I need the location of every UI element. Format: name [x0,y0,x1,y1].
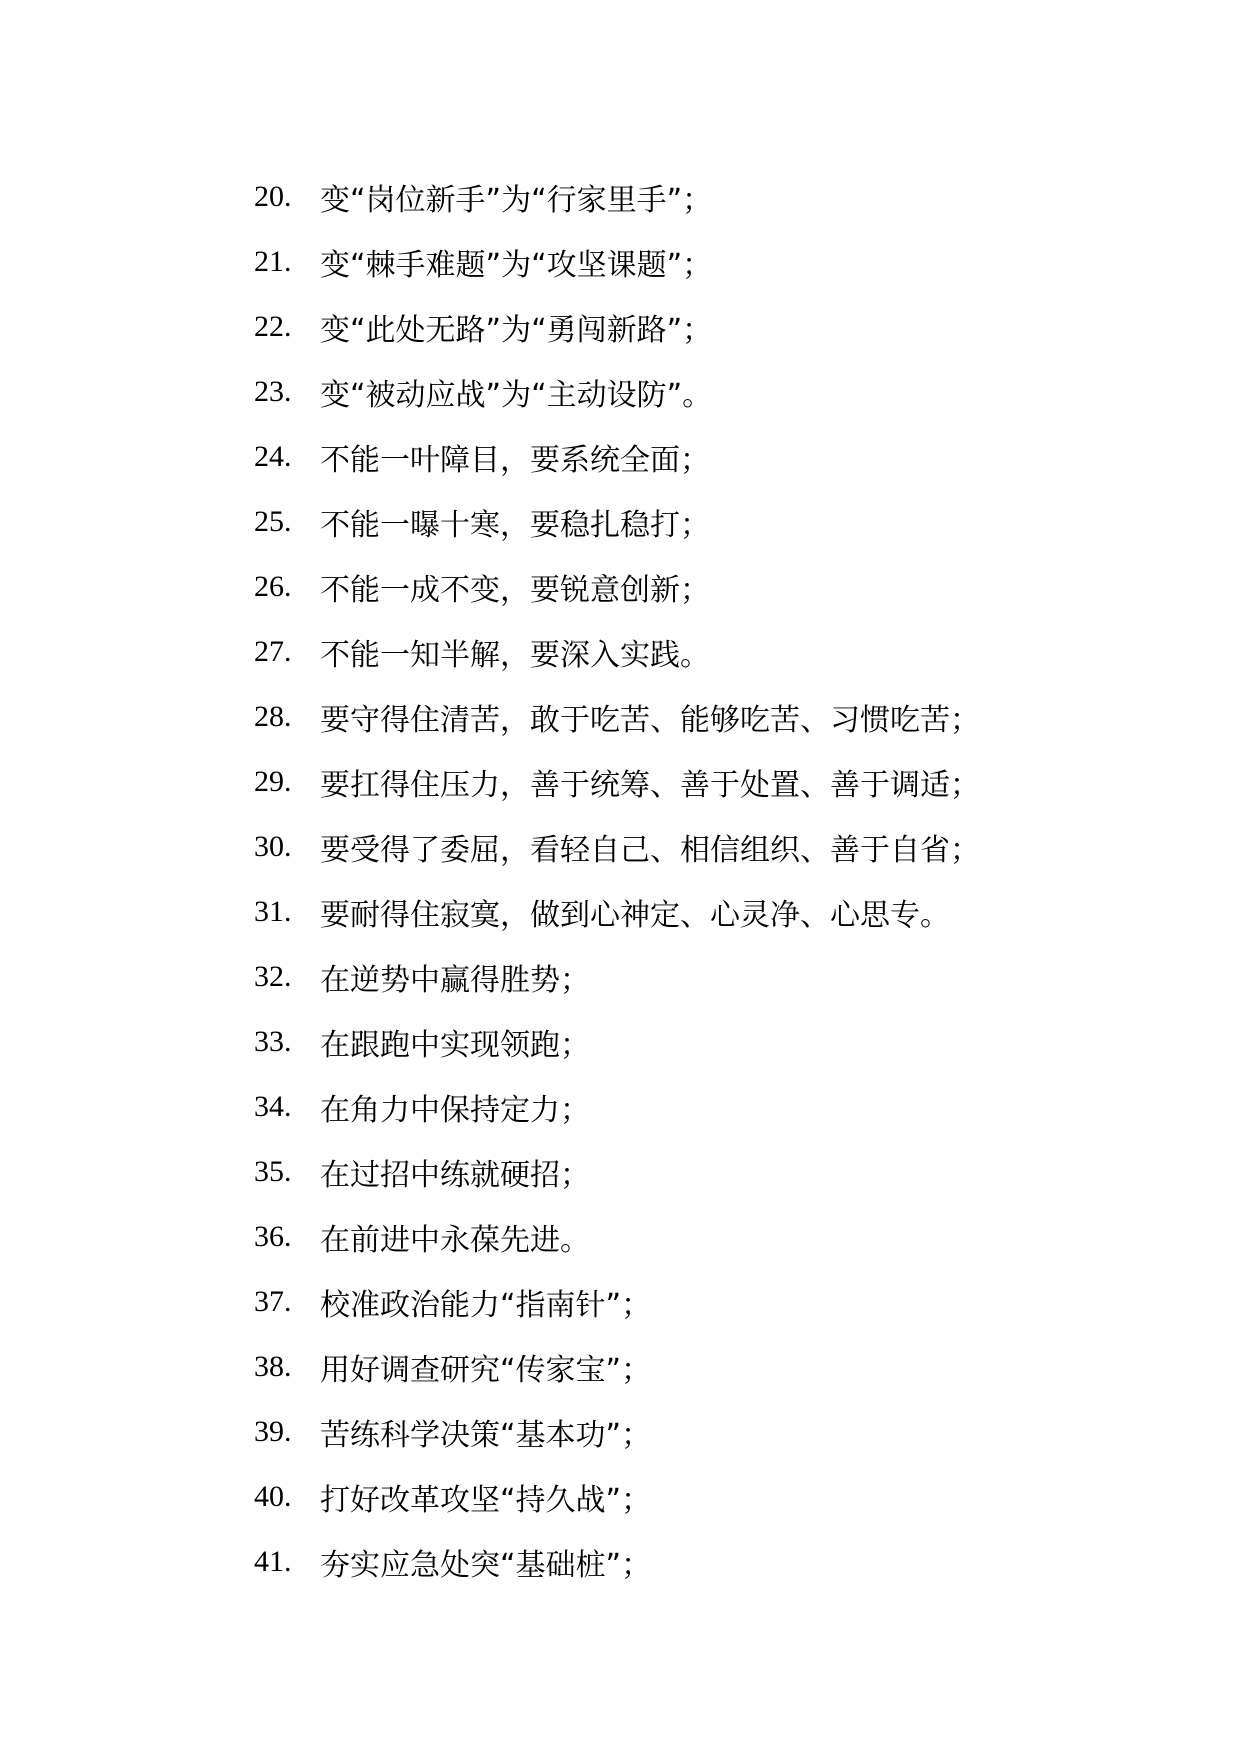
list-item [254,294,980,359]
item-text: 要耐得住寂寞，做到心神定、心灵净、心思专。 [320,897,950,933]
item-number: 29. [254,764,292,798]
item-number: 32. [254,959,292,993]
item-number: 27. [254,634,292,668]
item-number: 21. [254,244,292,278]
item-text: 在前进中永葆先进。 [320,1222,590,1258]
item-text: 要守得住清苦，敢于吃苦、能够吃苦、习惯吃苦； [320,702,980,738]
list-item [254,554,980,619]
item-text: 不能一知半解，要深入实践。 [320,637,710,673]
item-number: 24. [254,439,292,473]
list-item [254,424,980,489]
item-number: 41. [254,1544,292,1578]
item-text: 要受得了委屈，看轻自己、相信组织、善于自省； [320,832,980,868]
list-item [254,1074,980,1139]
item-text: 在逆势中赢得胜势； [320,962,590,998]
list-item [254,1334,980,1399]
item-text: 变“被动应战”为“主动设防”。 [320,377,713,413]
item-text: 苦练科学决策“基本功”； [320,1417,652,1453]
list-item [254,1529,980,1594]
list-item [254,1204,980,1269]
list-item [254,164,980,229]
list-item [254,1464,980,1529]
list-item [254,1009,980,1074]
item-text: 变“岗位新手”为“行家里手”； [320,182,713,218]
item-number: 40. [254,1479,292,1513]
item-text: 不能一曝十寒，要稳扎稳打； [320,507,710,543]
item-text: 在跟跑中实现领跑； [320,1027,590,1063]
item-text: 不能一叶障目，要系统全面； [320,442,710,478]
item-number: 38. [254,1349,292,1383]
list-item [254,489,980,554]
item-number: 36. [254,1219,292,1253]
list-item [254,684,980,749]
item-text: 不能一成不变，要锐意创新； [320,572,710,608]
list-item [254,749,980,814]
list-item [254,1399,980,1464]
item-text: 用好调查研究“传家宝”； [320,1352,652,1388]
list-item [254,879,980,944]
item-number: 35. [254,1154,292,1188]
item-text: 打好改革攻坚“持久战”； [320,1482,652,1518]
list-item [254,359,980,424]
list-item [254,619,980,684]
item-text: 夯实应急处突“基础桩”； [320,1547,652,1583]
list-item [254,1139,980,1204]
list-item [254,944,980,1009]
item-number: 31. [254,894,292,928]
item-number: 30. [254,829,292,863]
item-text: 校准政治能力“指南针”； [320,1287,652,1323]
list-item [254,1269,980,1334]
item-text: 在角力中保持定力； [320,1092,590,1128]
item-number: 25. [254,504,292,538]
item-text: 变“此处无路”为“勇闯新路”； [320,312,713,348]
item-number: 26. [254,569,292,603]
item-number: 37. [254,1284,292,1318]
item-text: 在过招中练就硬招； [320,1157,590,1193]
list-item [254,229,980,294]
item-text: 要扛得住压力，善于统筹、善于处置、善于调适； [320,767,980,803]
item-number: 34. [254,1089,292,1123]
item-number: 20. [254,179,292,213]
item-number: 22. [254,309,292,343]
item-text: 变“棘手难题”为“攻坚课题”； [320,247,713,283]
numbered-list [254,164,980,1594]
item-number: 39. [254,1414,292,1448]
item-number: 33. [254,1024,292,1058]
item-number: 28. [254,699,292,733]
list-item [254,814,980,879]
item-number: 23. [254,374,292,408]
